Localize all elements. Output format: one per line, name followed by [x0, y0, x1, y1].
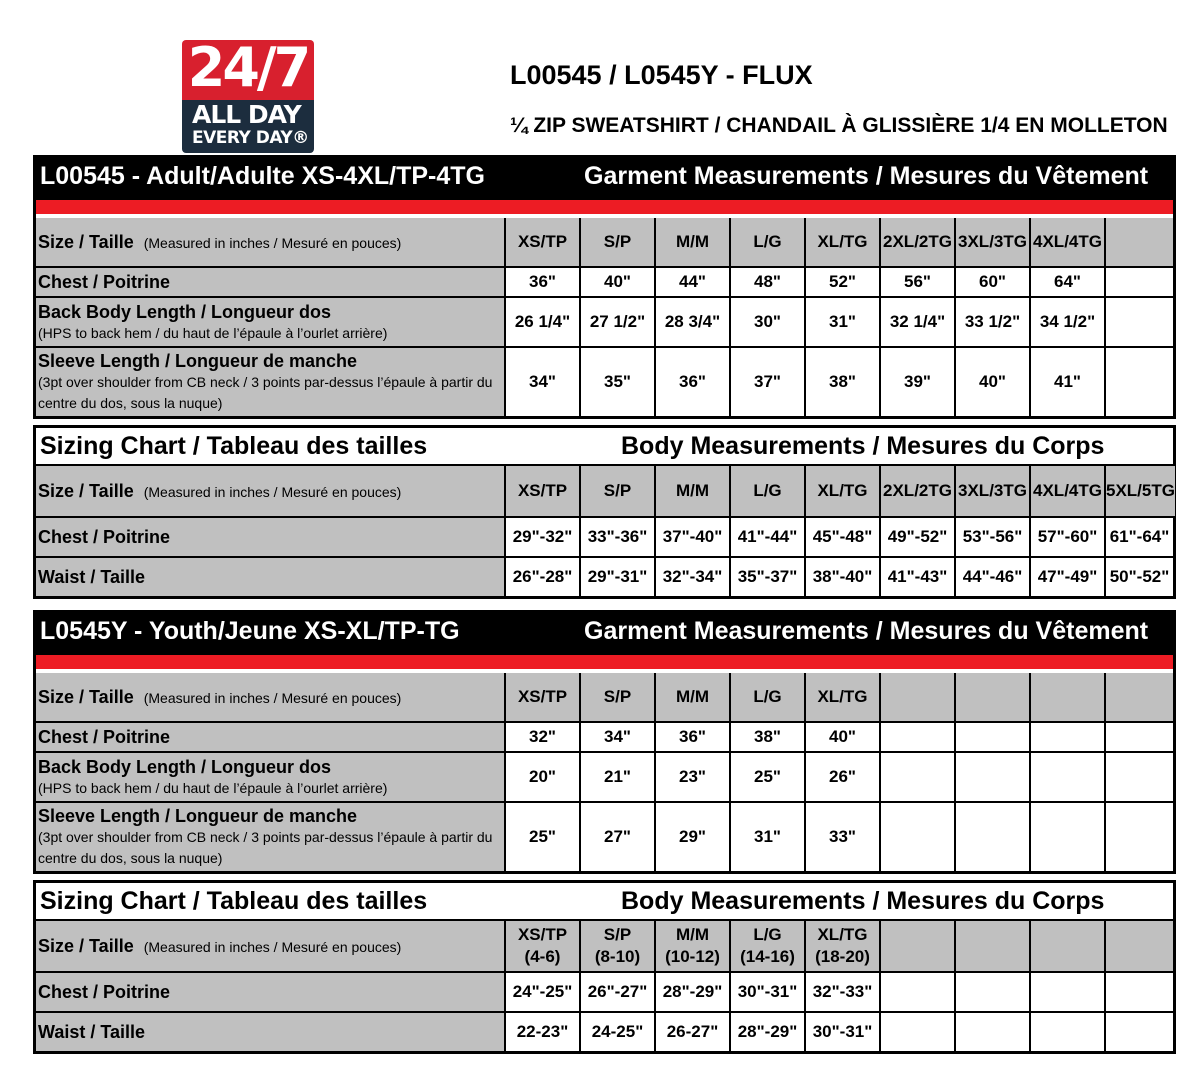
measurement-value-cell: 30"-31" [729, 973, 804, 1011]
size-label [38, 686, 504, 709]
size-header-cell [879, 673, 954, 721]
measurement-value-cell: 47"-49" [1029, 558, 1104, 596]
size-header-row [36, 466, 1173, 516]
size-label-text: Size / Taille [38, 231, 134, 252]
measurement-value-cell: 40" [804, 723, 879, 751]
measurement-value-cell: 44" [654, 268, 729, 296]
measurement-value-cell: 50"-52" [1104, 558, 1173, 596]
size-measure-note: (Measured in inches / Mesuré en pouces) [143, 689, 402, 706]
size-header-cell: XS/TP (4-6) [504, 921, 579, 971]
page-title: L00545 / L0545Y - FLUX [510, 60, 813, 90]
measurement-value-cell: 29"-31" [579, 558, 654, 596]
measurement-value-cell: 28"-29" [654, 973, 729, 1011]
measurement-value-cell [1104, 348, 1173, 416]
logo-navy-block [182, 100, 314, 153]
size-header-row [36, 673, 1173, 721]
measurement-value-cell: 27" [579, 803, 654, 871]
measurement-value-cell: 25" [504, 803, 579, 871]
measurement-value-cell: 35" [579, 348, 654, 416]
size-header-cell: S/P [579, 218, 654, 266]
measurement-value-cell: 24"-25" [504, 973, 579, 1011]
size-measure-note: (Measured in inches / Mesuré en pouces) [143, 234, 402, 251]
measurement-label: Sleeve Length / Longueur de manche [38, 806, 358, 826]
measurement-value-cell: 37"-40" [654, 518, 729, 556]
measurement-label: Waist / Taille [38, 1022, 146, 1042]
measurement-value-cell [879, 1013, 954, 1051]
measurement-note: (3pt over shoulder from CB neck / 3 points par-dessus l’épaule à partir du centre du dos, sous la nuque) [38, 374, 493, 411]
measurement-value-cell: 38" [804, 348, 879, 416]
size-header-cell: XS/TP [504, 218, 579, 266]
logo-line-1: ALL DAY [192, 100, 301, 129]
adult-garment-table [33, 155, 1176, 419]
measurement-value-cell [954, 973, 1029, 1011]
measurement-value-cell: 61"-64" [1104, 518, 1173, 556]
size-header-cell: S/P [579, 673, 654, 721]
measurement-value-cell: 31" [804, 298, 879, 346]
size-header-cell [954, 921, 1029, 971]
measurement-value-cell: 41"-43" [879, 558, 954, 596]
measurement-value-cell [1029, 753, 1104, 801]
measurement-value-cell: 53"-56" [954, 518, 1029, 556]
measurement-label: Chest / Poitrine [38, 272, 171, 292]
size-label [38, 480, 504, 503]
measurement-label: Back Body Length / Longueur dos [38, 756, 332, 777]
table-title: Sizing Chart / Tableau des tailles [40, 887, 428, 915]
measurement-value-cell: 30" [729, 298, 804, 346]
measurement-value-cell [954, 753, 1029, 801]
measurement-value-cell: 26"-28" [504, 558, 579, 596]
size-label-cell [36, 466, 504, 516]
measurement-value-cell: 39" [879, 348, 954, 416]
measurement-value-cell: 52" [804, 268, 879, 296]
measurement-value-cell [1104, 753, 1173, 801]
measurement-value-cell: 64" [1029, 268, 1104, 296]
size-header-cell: 2XL/2TG [879, 218, 954, 266]
measurement-value-cell [954, 803, 1029, 871]
size-header-cell: XL/TG [804, 673, 879, 721]
measurement-label: Chest / Poitrine [38, 527, 171, 547]
measurement-value-cell: 38"-40" [804, 558, 879, 596]
measurement-row [36, 296, 1173, 346]
measurement-value-cell: 37" [729, 348, 804, 416]
table-header [36, 428, 1173, 466]
size-header-cell: XL/TG [804, 218, 879, 266]
measurement-row [36, 801, 1173, 871]
measurement-value-cell: 40" [579, 268, 654, 296]
measurement-value-cell: 23" [654, 753, 729, 801]
measurement-value-cell: 24-25" [579, 1013, 654, 1051]
size-header-cell: 3XL/3TG [954, 466, 1029, 516]
measurement-value-cell [1029, 803, 1104, 871]
size-header-cell: M/M [654, 466, 729, 516]
size-measure-note: (Measured in inches / Mesuré en pouces) [143, 938, 402, 955]
measurement-value-cell [1104, 1013, 1173, 1051]
size-header-cell [1104, 921, 1173, 971]
measurement-note: (3pt over shoulder from CB neck / 3 points par-dessus l’épaule à partir du centre du dos, sous la nuque) [38, 829, 493, 866]
measurement-value-cell: 36" [504, 268, 579, 296]
size-label-text: Size / Taille [38, 686, 134, 707]
measurement-label-cell [36, 723, 504, 751]
measurement-value-cell [879, 973, 954, 1011]
measurement-label: Chest / Poitrine [38, 982, 171, 1002]
measurement-value-cell: 26"-27" [579, 973, 654, 1011]
size-header-cell: 4XL/4TG [1029, 466, 1104, 516]
measurement-label-cell [36, 558, 504, 596]
size-header-cell: L/G [729, 673, 804, 721]
measurement-value-cell: 57"-60" [1029, 518, 1104, 556]
size-header-cell: L/G [729, 466, 804, 516]
size-header-cell: 3XL/3TG [954, 218, 1029, 266]
size-label [38, 231, 504, 254]
measurement-value-cell [879, 723, 954, 751]
size-header-cell: L/G [729, 218, 804, 266]
measurement-value-cell: 26-27" [654, 1013, 729, 1051]
measurement-label-cell [36, 1013, 504, 1051]
table-title: Sizing Chart / Tableau des tailles [40, 432, 428, 460]
size-header-cell [1029, 921, 1104, 971]
measurement-value-cell: 29"-32" [504, 518, 579, 556]
measurement-label: Back Body Length / Longueur dos [38, 301, 332, 322]
measurement-value-cell [879, 753, 954, 801]
size-label-text: Size / Taille [38, 480, 134, 501]
size-header-cell: XL/TG (18-20) [804, 921, 879, 971]
red-divider-bar [36, 651, 1173, 673]
size-header-cell: 5XL/5TG [1104, 466, 1175, 516]
measurement-value-cell: 56" [879, 268, 954, 296]
brand-logo [182, 36, 314, 153]
size-header-cell: M/M [654, 218, 729, 266]
measurement-value-cell: 33" [804, 803, 879, 871]
measurement-note: (HPS to back hem / du haut de l’épaule à l’ourlet arrière) [38, 779, 388, 796]
size-header-cell [1104, 673, 1173, 721]
table-header [36, 883, 1173, 921]
youth-garment-table [33, 610, 1176, 874]
measurement-value-cell: 44"-46" [954, 558, 1029, 596]
measurement-label: Waist / Taille [38, 567, 146, 587]
measurement-value-cell: 32"-34" [654, 558, 729, 596]
measurement-row [36, 721, 1173, 751]
size-measure-note: (Measured in inches / Mesuré en pouces) [143, 483, 402, 500]
measurement-value-cell: 20" [504, 753, 579, 801]
measurement-label-cell [36, 518, 504, 556]
size-header-cell [1104, 218, 1173, 266]
measurement-value-cell: 28"-29" [729, 1013, 804, 1051]
logo-red-block [182, 36, 314, 100]
table-subtitle: Body Measurements / Mesures du Corps [621, 887, 1105, 915]
measurement-note: (HPS to back hem / du haut de l’épaule à l’ourlet arrière) [38, 324, 388, 341]
size-header-cell: XS/TP [504, 466, 579, 516]
measurement-value-cell: 33 1/2" [954, 298, 1029, 346]
table-subtitle: Body Measurements / Mesures du Corps [621, 432, 1105, 460]
size-header-cell: S/P [579, 466, 654, 516]
red-divider-bar [36, 196, 1173, 218]
measurement-value-cell: 41"-44" [729, 518, 804, 556]
table-subtitle: Garment Measurements / Mesures du Vêtement [584, 162, 1149, 190]
measurement-value-cell: 60" [954, 268, 1029, 296]
measurement-value-cell: 35"-37" [729, 558, 804, 596]
measurement-value-cell: 26" [804, 753, 879, 801]
table-header [36, 158, 1173, 196]
measurement-value-cell [954, 1013, 1029, 1051]
measurement-value-cell: 26 1/4" [504, 298, 579, 346]
measurement-value-cell: 48" [729, 268, 804, 296]
table-title: L00545 - Adult/Adulte XS-4XL/TP-4TG [40, 162, 485, 190]
table-header [36, 613, 1173, 651]
measurement-value-cell [1104, 803, 1173, 871]
size-header-row [36, 218, 1173, 266]
measurement-value-cell: 40" [954, 348, 1029, 416]
size-header-cell: 4XL/4TG [1029, 218, 1104, 266]
measurement-value-cell: 34" [579, 723, 654, 751]
measurement-value-cell: 30"-31" [804, 1013, 879, 1051]
measurement-value-cell [1029, 723, 1104, 751]
measurement-value-cell [1104, 723, 1173, 751]
size-header-cell: XS/TP [504, 673, 579, 721]
table-subtitle: Garment Measurements / Mesures du Vêtement [584, 617, 1149, 645]
measurement-value-cell: 41" [1029, 348, 1104, 416]
measurement-value-cell: 34" [504, 348, 579, 416]
size-label-cell [36, 921, 504, 971]
youth-body-table [33, 880, 1176, 1054]
measurement-value-cell: 36" [654, 348, 729, 416]
measurement-value-cell: 25" [729, 753, 804, 801]
measurement-value-cell [879, 803, 954, 871]
measurement-value-cell: 34 1/2" [1029, 298, 1104, 346]
measurement-value-cell: 31" [729, 803, 804, 871]
size-header-row [36, 921, 1173, 971]
measurement-label-cell [36, 268, 504, 296]
measurement-value-cell [1104, 268, 1173, 296]
measurement-value-cell: 27 1/2" [579, 298, 654, 346]
measurement-value-cell: 32" [504, 723, 579, 751]
measurement-value-cell: 32"-33" [804, 973, 879, 1011]
measurement-value-cell [1104, 298, 1173, 346]
measurement-label: Chest / Poitrine [38, 727, 171, 747]
measurement-row [36, 516, 1173, 556]
size-header-cell: L/G (14-16) [729, 921, 804, 971]
measurement-row [36, 556, 1173, 596]
page-subtitle: ¼ ZIP SWEATSHIRT / CHANDAIL À GLISSIÈRE 1/4 EN MOLLETON [510, 114, 1168, 137]
measurement-label-cell [36, 298, 504, 346]
size-header-cell [954, 673, 1029, 721]
measurement-value-cell: 33"-36" [579, 518, 654, 556]
measurement-row [36, 266, 1173, 296]
measurement-value-cell: 22-23" [504, 1013, 579, 1051]
measurement-value-cell: 49"-52" [879, 518, 954, 556]
size-header-cell [1029, 673, 1104, 721]
measurement-label: Sleeve Length / Longueur de manche [38, 351, 358, 371]
measurement-value-cell: 32 1/4" [879, 298, 954, 346]
size-label-cell [36, 218, 504, 266]
measurement-value-cell [954, 723, 1029, 751]
table-title: L0545Y - Youth/Jeune XS-XL/TP-TG [40, 617, 460, 645]
measurement-value-cell: 28 3/4" [654, 298, 729, 346]
measurement-label-cell [36, 803, 504, 871]
size-header-cell: M/M [654, 673, 729, 721]
measurement-label-cell [36, 348, 504, 416]
measurement-row [36, 346, 1173, 416]
size-label-text: Size / Taille [38, 935, 134, 956]
size-label [38, 935, 504, 958]
measurement-value-cell: 45"-48" [804, 518, 879, 556]
size-header-cell: 2XL/2TG [879, 466, 954, 516]
measurement-row [36, 971, 1173, 1011]
size-header-cell: M/M (10-12) [654, 921, 729, 971]
measurement-value-cell [1029, 1013, 1104, 1051]
measurement-row [36, 751, 1173, 801]
measurement-value-cell: 21" [579, 753, 654, 801]
measurement-value-cell [1029, 973, 1104, 1011]
adult-body-table [33, 425, 1176, 599]
measurement-value-cell [1104, 973, 1173, 1011]
measurement-value-cell: 29" [654, 803, 729, 871]
size-header-cell: XL/TG [804, 466, 879, 516]
size-label-cell [36, 673, 504, 721]
measurement-value-cell: 38" [729, 723, 804, 751]
size-header-cell [879, 921, 954, 971]
measurement-value-cell: 36" [654, 723, 729, 751]
measurement-label-cell [36, 973, 504, 1011]
logo-line-2: EVERY DAY® [192, 128, 309, 148]
size-header-cell: S/P (8-10) [579, 921, 654, 971]
measurement-label-cell [36, 753, 504, 801]
measurement-row [36, 1011, 1173, 1051]
logo-number: 24/7 [187, 36, 309, 99]
